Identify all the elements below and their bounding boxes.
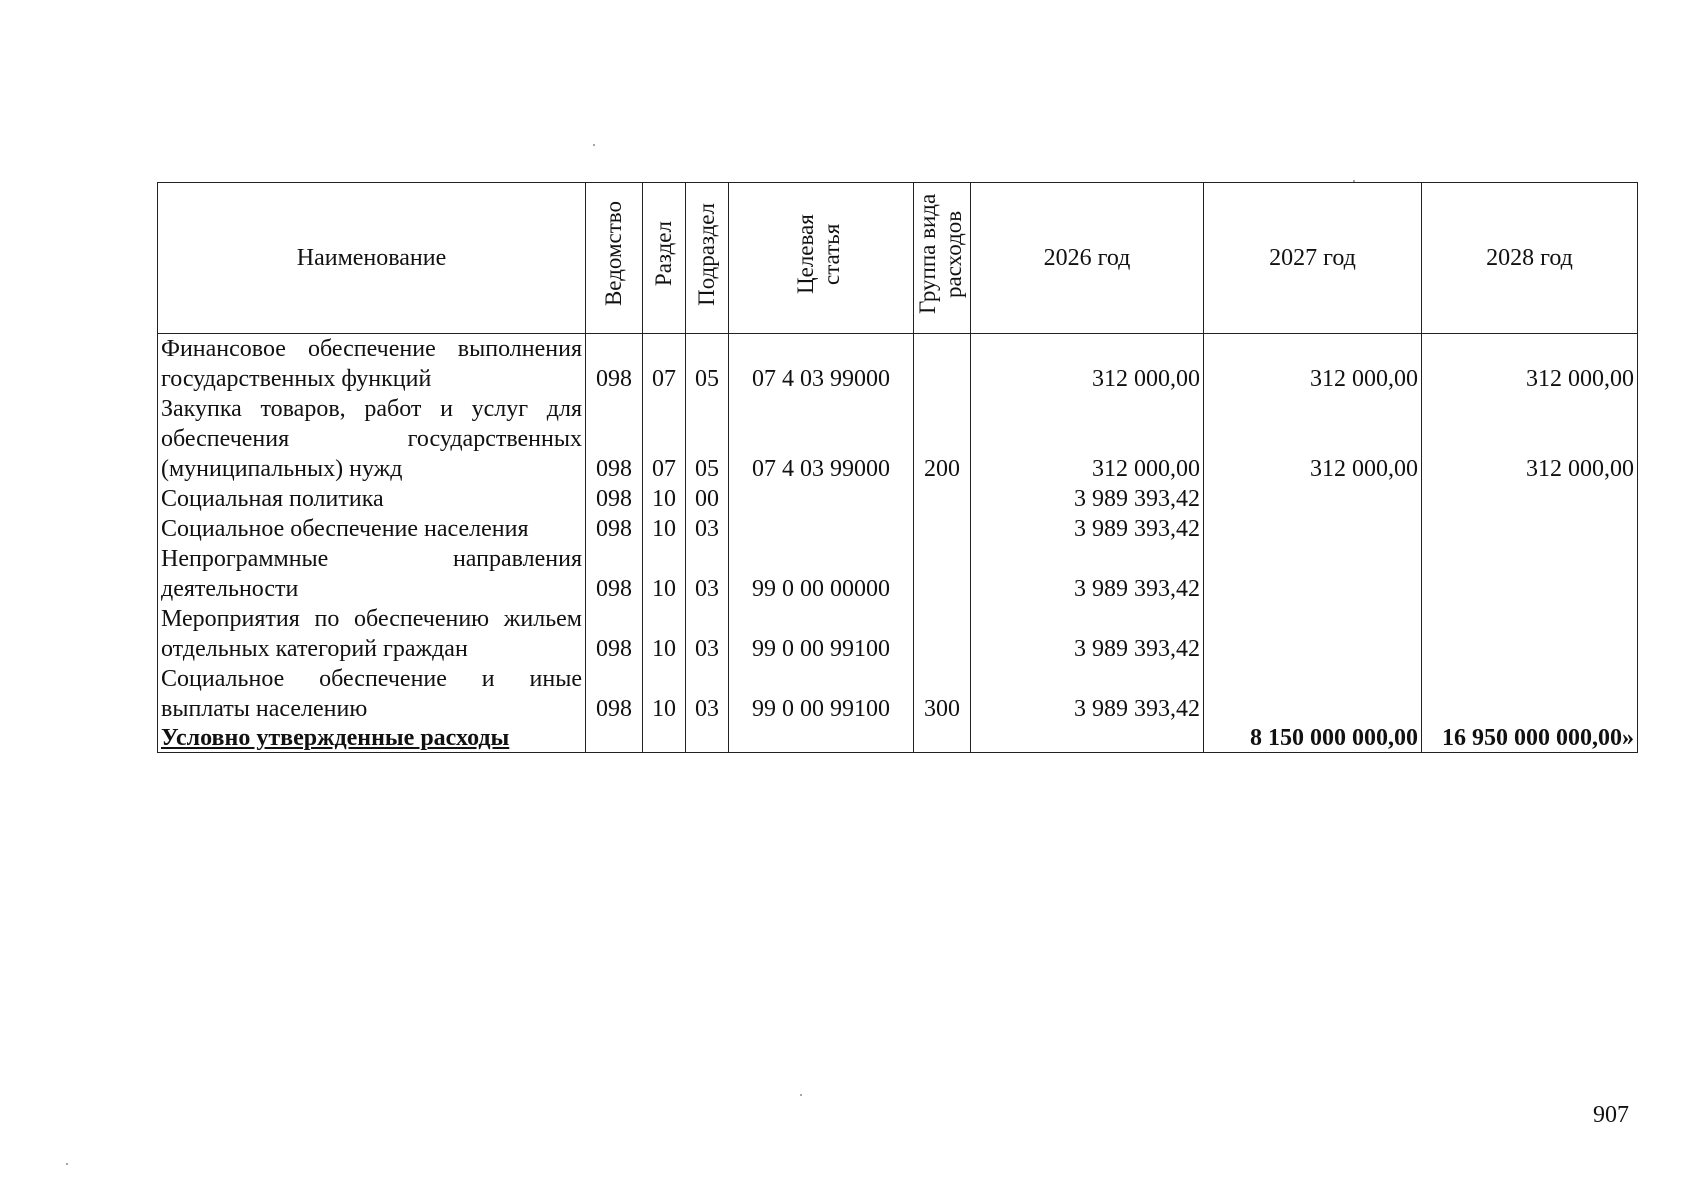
row-amount-2028 bbox=[1422, 514, 1638, 544]
row-section: 10 bbox=[643, 664, 686, 724]
total-target-article bbox=[729, 724, 914, 753]
row-subsection: 03 bbox=[686, 514, 729, 544]
total-amount-2028: 16 950 000 000,00» bbox=[1422, 724, 1638, 753]
row-amount-2028 bbox=[1422, 664, 1638, 724]
row-section: 10 bbox=[643, 604, 686, 664]
table-row bbox=[158, 484, 1638, 514]
row-department: 098 bbox=[586, 484, 643, 514]
row-name: Социальное обеспечение населения bbox=[158, 514, 586, 544]
row-amount-2026: 3 989 393,42 bbox=[971, 604, 1204, 664]
scan-speck bbox=[66, 1163, 68, 1165]
row-expense-group bbox=[914, 604, 971, 664]
header-target-article bbox=[729, 183, 914, 334]
row-subsection: 03 bbox=[686, 604, 729, 664]
row-section: 10 bbox=[643, 544, 686, 604]
row-amount-2027 bbox=[1204, 514, 1422, 544]
row-target-article: 07 4 03 99000 bbox=[729, 394, 914, 484]
page-number: 907 bbox=[1593, 1102, 1629, 1128]
row-expense-group bbox=[914, 544, 971, 604]
row-section: 07 bbox=[643, 334, 686, 395]
row-subsection: 05 bbox=[686, 394, 729, 484]
row-name: Социальное обеспечение и иные выплаты населению bbox=[158, 664, 586, 724]
table-row bbox=[158, 394, 1638, 484]
total-department bbox=[586, 724, 643, 753]
row-expense-group bbox=[914, 484, 971, 514]
row-amount-2026: 3 989 393,42 bbox=[971, 514, 1204, 544]
row-amount-2026: 312 000,00 bbox=[971, 394, 1204, 484]
total-section bbox=[643, 724, 686, 753]
header-year-2026-label: 2026 год bbox=[1043, 245, 1131, 271]
row-department: 098 bbox=[586, 394, 643, 484]
row-section: 10 bbox=[643, 484, 686, 514]
row-amount-2026: 312 000,00 bbox=[971, 334, 1204, 395]
scan-speck bbox=[593, 144, 595, 146]
header-department-label: Ведомство bbox=[601, 201, 626, 307]
header-subsection bbox=[686, 183, 729, 334]
row-amount-2026: 3 989 393,42 bbox=[971, 484, 1204, 514]
row-amount-2028: 312 000,00 bbox=[1422, 334, 1638, 395]
total-subsection bbox=[686, 724, 729, 753]
row-target-article: 99 0 00 99100 bbox=[729, 664, 914, 724]
header-target-article-label: Целевая статья bbox=[793, 214, 844, 294]
row-amount-2027 bbox=[1204, 664, 1422, 724]
row-amount-2027: 312 000,00 bbox=[1204, 334, 1422, 395]
row-name: Мероприятия по обеспечению жильем отдельных категорий граждан bbox=[158, 604, 586, 664]
row-name: Закупка товаров, работ и услуг для обеспечения государственных (муниципальных) нужд bbox=[158, 394, 586, 484]
row-subsection: 03 bbox=[686, 544, 729, 604]
row-subsection: 00 bbox=[686, 484, 729, 514]
scan-speck bbox=[800, 1094, 802, 1096]
row-department: 098 bbox=[586, 514, 643, 544]
row-name: Социальная политика bbox=[158, 484, 586, 514]
row-department: 098 bbox=[586, 334, 643, 395]
header-year-2028-label: 2028 год bbox=[1486, 245, 1573, 271]
row-expense-group: 300 bbox=[914, 664, 971, 724]
row-target-article: 99 0 00 00000 bbox=[729, 544, 914, 604]
row-amount-2027 bbox=[1204, 544, 1422, 604]
table-row bbox=[158, 664, 1638, 724]
row-name: Финансовое обеспечение выполнения государственных функций bbox=[158, 334, 586, 395]
header-section bbox=[643, 183, 686, 334]
row-section: 07 bbox=[643, 394, 686, 484]
row-expense-group bbox=[914, 514, 971, 544]
row-department: 098 bbox=[586, 664, 643, 724]
row-amount-2026: 3 989 393,42 bbox=[971, 544, 1204, 604]
budget-table bbox=[157, 182, 1638, 753]
header-expense-group-label: Группа вида расходов bbox=[915, 193, 966, 315]
row-amount-2027 bbox=[1204, 484, 1422, 514]
row-name: Непрограммные направления деятельности bbox=[158, 544, 586, 604]
table-row bbox=[158, 604, 1638, 664]
row-department: 098 bbox=[586, 544, 643, 604]
row-amount-2028: 312 000,00 bbox=[1422, 394, 1638, 484]
total-amount-2026 bbox=[971, 724, 1204, 753]
header-name bbox=[158, 183, 586, 334]
budget-table-container bbox=[157, 182, 1637, 753]
table-header-row bbox=[158, 183, 1638, 334]
row-target-article: 07 4 03 99000 bbox=[729, 334, 914, 395]
header-year-2026 bbox=[971, 183, 1204, 334]
header-department bbox=[586, 183, 643, 334]
row-subsection: 03 bbox=[686, 664, 729, 724]
row-expense-group: 200 bbox=[914, 394, 971, 484]
row-section: 10 bbox=[643, 514, 686, 544]
row-amount-2027 bbox=[1204, 604, 1422, 664]
header-expense-group bbox=[914, 183, 971, 334]
header-section-label: Раздел bbox=[651, 221, 676, 287]
row-amount-2026: 3 989 393,42 bbox=[971, 664, 1204, 724]
total-amount-2027: 8 150 000 000,00 bbox=[1204, 724, 1422, 753]
row-amount-2027: 312 000,00 bbox=[1204, 394, 1422, 484]
row-amount-2028 bbox=[1422, 544, 1638, 604]
header-year-2027 bbox=[1204, 183, 1422, 334]
row-amount-2028 bbox=[1422, 484, 1638, 514]
header-name-label: Наименование bbox=[296, 245, 447, 271]
scan-speck bbox=[1353, 180, 1355, 182]
header-year-2028 bbox=[1422, 183, 1638, 334]
table-row bbox=[158, 544, 1638, 604]
header-subsection-label: Подраздел bbox=[694, 202, 719, 306]
row-target-article bbox=[729, 514, 914, 544]
total-row bbox=[158, 724, 1638, 753]
table-row bbox=[158, 334, 1638, 395]
row-department: 098 bbox=[586, 604, 643, 664]
row-subsection: 05 bbox=[686, 334, 729, 395]
total-expense-group bbox=[914, 724, 971, 753]
row-amount-2028 bbox=[1422, 604, 1638, 664]
header-year-2027-label: 2027 год bbox=[1269, 245, 1356, 271]
row-target-article bbox=[729, 484, 914, 514]
row-target-article: 99 0 00 99100 bbox=[729, 604, 914, 664]
table-row bbox=[158, 514, 1638, 544]
total-name: Условно утвержденные расходы bbox=[158, 724, 586, 753]
row-expense-group bbox=[914, 334, 971, 395]
